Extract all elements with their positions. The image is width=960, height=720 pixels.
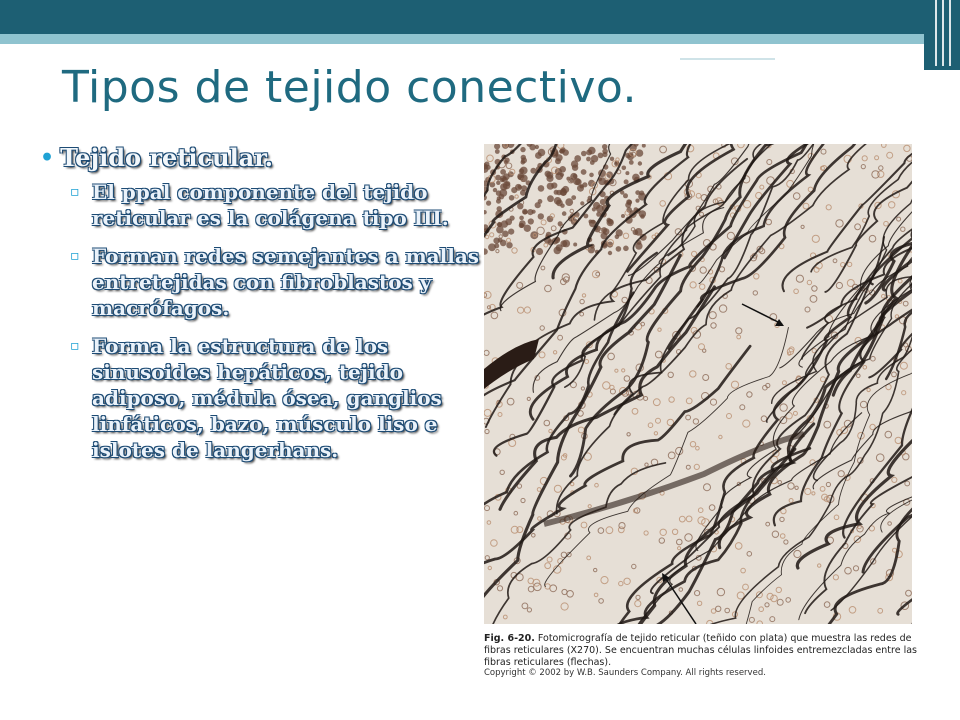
bullet-dot-icon: • [40,145,55,171]
micrograph-image [484,144,912,624]
square-bullet-icon: ▫ [70,184,80,200]
header-divider [942,0,944,66]
list-item-text: Forma la estructura de los sinusoides hepáticos, tejido adiposo, médula ósea, ganglios linfáticos, bazo, músculo liso e islotes de langerhans. [92,334,442,462]
header-accent-line [568,44,888,46]
header-accent-line [680,58,775,60]
micrograph-figure [484,144,912,624]
bullet-main [40,143,480,173]
list-item-text: Forman redes semejantes a mallas entretejidas con fibroblastos y macrófagos. [92,244,480,320]
slide-content [40,143,480,475]
figure-caption [484,633,924,669]
list-item-text: El ppal componente del tejido reticular es la colágena tipo III. [92,180,449,230]
square-bullet-icon: ▫ [70,338,80,354]
list-item [70,333,480,463]
square-bullet-icon: ▫ [70,248,80,264]
bullet-main-label: Tejido reticular. [60,143,274,172]
figure-copyright: Copyright © 2002 by W.B. Saunders Company. All rights reserved. [484,668,766,678]
list-item [70,243,480,321]
list-item [70,179,480,231]
caption-text: Fotomicrografía de tejido reticular (teñido con plata) que muestra las redes de fibras reticulares (X270). Se encuentran muchas células linfoides entremezcladas entre las fibras reticulares (flechas). [484,633,917,668]
page-title: Tipos de tejido conectivo. [62,62,638,113]
header-strip [0,34,924,44]
header-divider [949,0,951,66]
header-divider [935,0,937,66]
caption-label: Fig. 6-20. [484,633,535,644]
header-band [0,0,960,34]
sub-bullet-list [70,179,480,463]
